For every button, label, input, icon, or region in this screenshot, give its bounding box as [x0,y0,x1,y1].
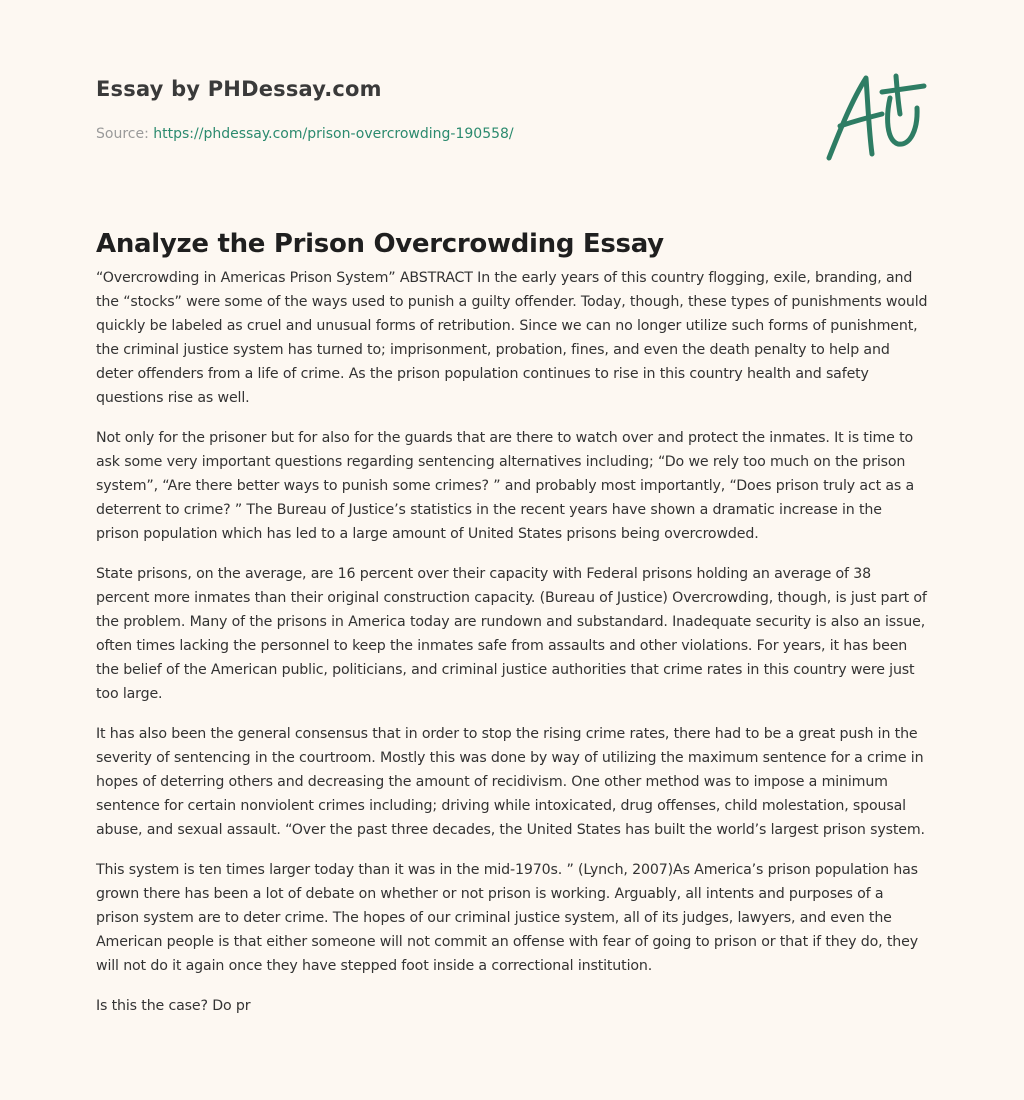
essay-body [96,266,928,1034]
essay-paragraph: Is this the case? Do pr [96,998,251,1014]
site-title: Essay by PHDessay.com [96,77,382,101]
essay-paragraph: Not only for the prisoner but for also for the guards that are there to watch over and protect the inmates. It is time to ask some very important questions regarding sentencing alternatives including; “Do we rely too much on the prison system”, “Are there better ways to punish some crimes? ” and probably most importantly, “Does prison truly act as a deterrent to crime? ” The Bureau of Justice’s statistics in the recent years have shown a dramatic increase in the prison population which has led to a large amount of United States prisons being overcrowded. [96,430,915,542]
source-line [96,124,796,144]
essay-paragraph: It has also been the general consensus that in order to stop the rising crime rates, there had to be a great push in the severity of sentencing in the courtroom. Mostly this was done by way of utilizing the maximum sentence for a crime in hopes of deterring others and decreasing the amount of recidivism. One other method was to impose a minimum sentence for certain nonviolent crimes including; driving while intoxicated, drug offenses, child molestation, spousal abuse, and sexual assault. “Over the past three decades, the United States has built the world’s largest prison system. [96,726,925,838]
essay-paragraph: “Overcrowding in Americas Prison System” ABSTRACT In the early years of this country flogging, exile, branding, and the “stocks” were some of the ways used to punish a guilty offender. Today, though, these types of punishments would quickly be labeled as cruel and unusual forms of retribution. Since we can no longer utilize such forms of punishment, the criminal justice system has turned to; imprisonment, probation, fines, and even the death penalty to help and deter offenders from a life of crime. As the prison population continues to rise in this country health and safety questions rise as well. [96,270,928,406]
essay-paragraph: This system is ten times larger today than it was in the mid-1970s. ” (Lynch, 2007)As America’s prison population has grown there has been a lot of debate on whether or not prison is working. Arguably, all intents and purposes of a prison system are to deter crime. The hopes of our criminal justice system, all of its judges, lawyers, and even the American people is that either someone will not commit an offense with fear of going to prison or that if they do, they will not do it again once they have stepped foot inside a correctional institution. [96,862,918,974]
essay-title: Analyze the Prison Overcrowding Essay [96,229,664,259]
source-link[interactable]: https://phdessay.com/prison-overcrowding-190558/ [153,126,514,142]
page-header [96,74,796,144]
source-label: Source: [96,126,149,142]
essay-paragraph: State prisons, on the average, are 16 percent over their capacity with Federal prisons holding an average of 38 percent more inmates than their original construction capacity. (Bureau of Justice) Overcrowding, though, is just part of the problem. Many of the prisons in America today are rundown and substandard. Inadequate security is also an issue, often times lacking the personnel to keep the inmates safe from assaults and other violations. For years, it has been the belief of the American public, politicians, and criminal justice authorities that crime rates in this country were just too large. [96,566,927,702]
a-plus-logo-icon [822,68,930,166]
